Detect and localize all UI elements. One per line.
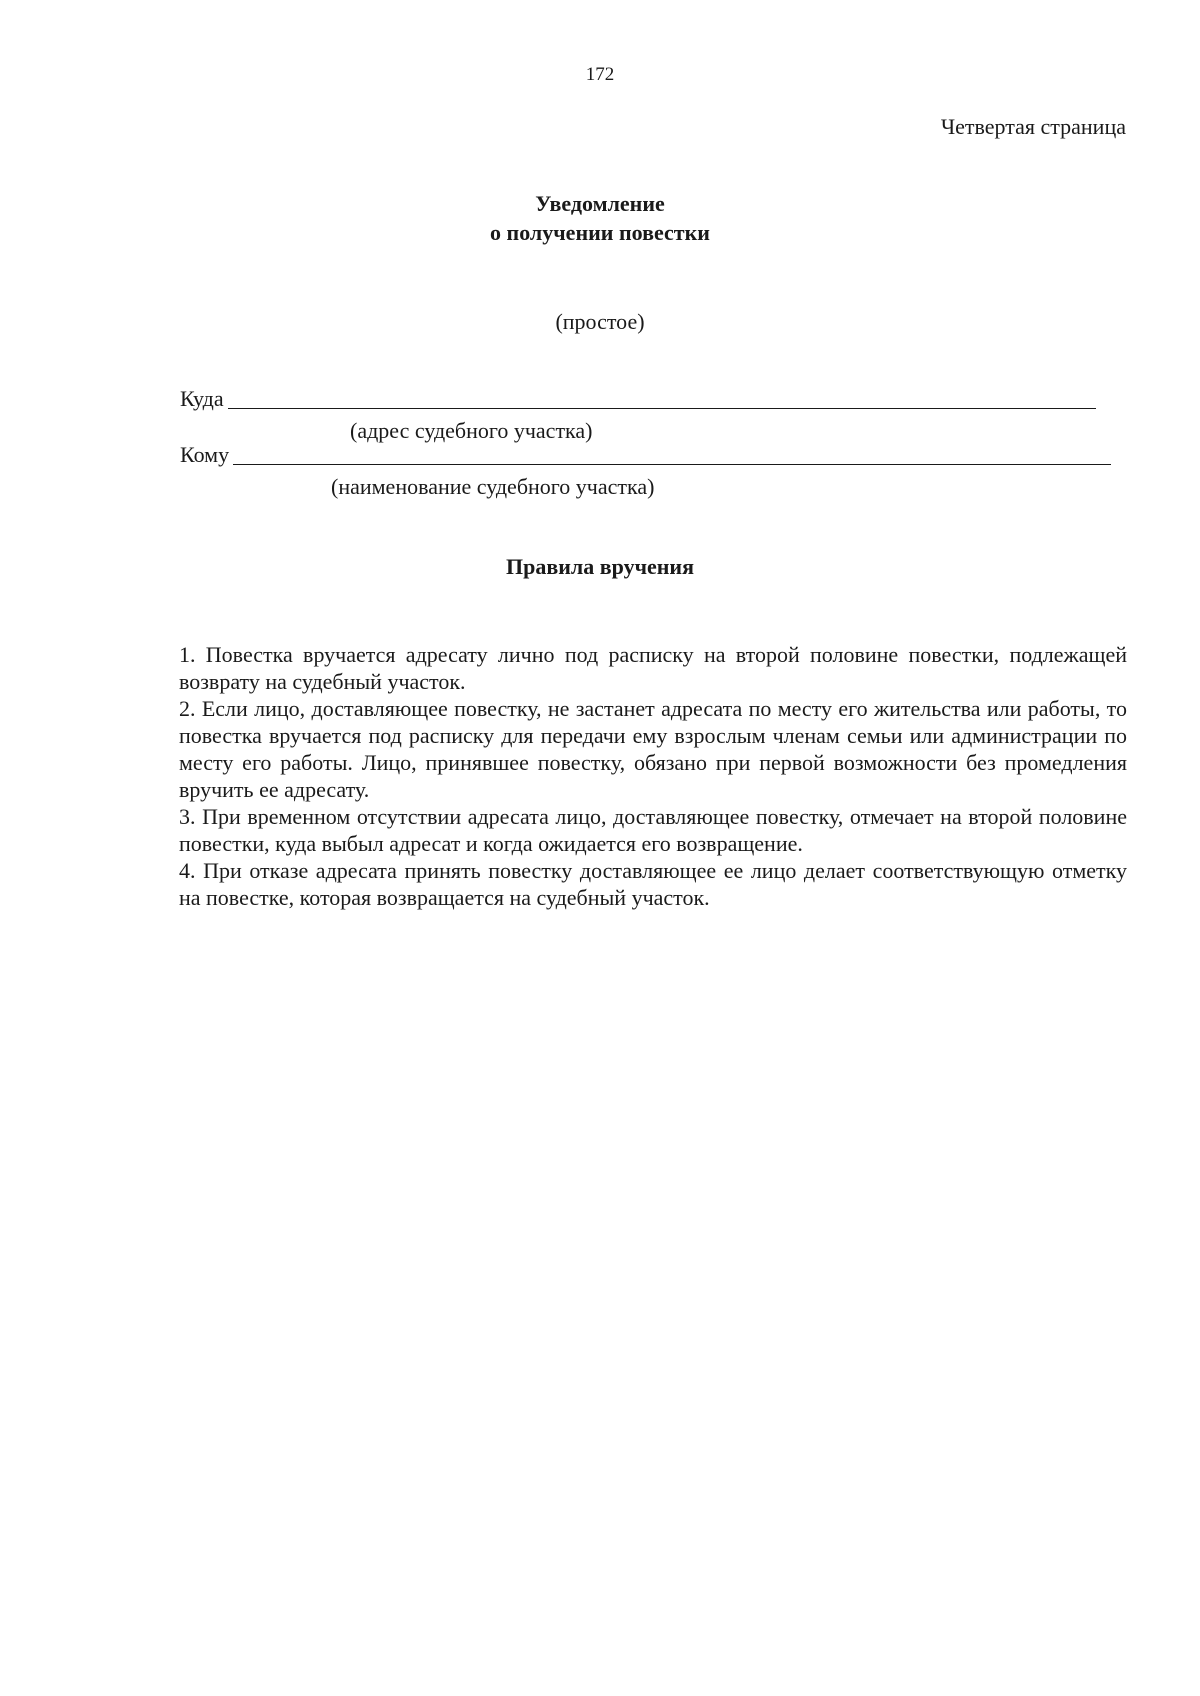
rule-item-4: 4. При отказе адресата принять повестку доставляющее ее лицо делает соответствующую отметку на повестке, которая возвращается на судебный участок.	[179, 858, 1127, 910]
kuda-blank-line	[228, 386, 1096, 409]
kuda-label: Куда	[180, 386, 224, 411]
page-number: 172	[585, 64, 615, 85]
rules-title: Правила вручения	[506, 554, 694, 579]
rule-item-3: 3. При временном отсутствии адресата лицо, доставляющее повестку, отмечает на второй половине повестки, куда выбыл адресат и когда ожидается его возвращение.	[179, 804, 1127, 856]
page-label: Четвертая страница	[940, 114, 1126, 139]
komu-label: Кому	[180, 442, 230, 467]
rules-list	[179, 641, 1127, 911]
document-title-line1: Уведомление	[535, 191, 665, 216]
kuda-field-row	[180, 386, 1096, 412]
rule-item-1: 1. Повестка вручается адресату лично под расписку на второй половине повестки, подлежащей возврату на судебный участок.	[179, 642, 1127, 694]
document-title-line2: о получении повестки	[490, 220, 710, 245]
document-subtitle: (простое)	[555, 309, 645, 334]
kuda-caption: (адрес судебного участка)	[350, 418, 593, 443]
rule-item-2: 2. Если лицо, доставляющее повестку, не застанет адресата по месту его жительства или работы, то повестка вручается под расписку для передачи ему взрослым членам семьи или администрации по месту его работы. Лицо, принявшее повестку, обязано при первой возможности без промедления вручить ее адресату.	[179, 696, 1127, 802]
komu-blank-line	[233, 442, 1111, 465]
komu-field-row	[180, 442, 1111, 468]
komu-caption: (наименование судебного участка)	[331, 474, 655, 499]
